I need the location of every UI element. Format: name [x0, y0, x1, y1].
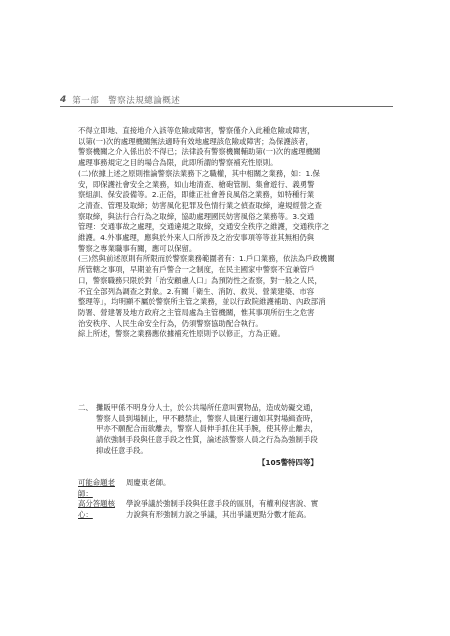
text-line: 不得立即地、直接地介入該等危險或障害，警察僅介入此種危險或障害， — [78, 126, 315, 135]
question-source: 【105警特四等】 — [257, 457, 318, 467]
note-text: 周慶東老師。 — [126, 478, 171, 487]
intro-paragraph — [78, 126, 378, 169]
text-line: 力說與有形強制力說之爭議，其出爭議更點分數才能高。 — [126, 510, 311, 520]
question-two — [78, 403, 378, 468]
header-rule — [60, 106, 393, 107]
text-line: (三)然與前述原則有所限而於警察業務範圍者有：1.戶口業務，依法為戶政機關 — [78, 254, 335, 264]
header-title: 第一部 警察法規總論概述 — [72, 96, 181, 106]
text-line: 安，即保護社會安全之業務，如山地清查、槍砲管制、集會遊行、義勇警 — [78, 179, 315, 189]
text-line: 管理：交通事故之處理，交通違規之取締，交通安全秩序之維護，交通秩序之 — [78, 222, 330, 232]
text-line: 警察人員到場制止，甲不聽禁止，警察人員運行適如其對場緝查時， — [96, 413, 318, 423]
running-header — [60, 94, 180, 106]
paragraph-3 — [78, 254, 378, 329]
question-number: 二、 — [78, 403, 93, 412]
text-line: 防署、營建署及地方政府之主管局處為主管機關，惟其事項所衍生之危害 — [78, 307, 315, 317]
text-line: 整理等」，均明顯不屬於警察所主管之業務，並以行政院維護補助、內政部消 — [78, 297, 326, 307]
note-label: 高分答題核心： — [78, 499, 115, 520]
text-line: 甲亦不願配合而欲離去，警察人員伸手抓住其手腕，使其停止離去， — [96, 424, 318, 434]
text-line: 口，警察職務只限於對「治安顧慮人口」為預防性之查察，對一般之人民， — [78, 275, 322, 285]
text-line: 不宜全部列為調查之對象。2.有關「衛生、消防、救災、營業建築、市容 — [78, 286, 315, 296]
text-line: 攤販甲係不明身分人士，於公共場所任意叫賣物品，造成妨礙交通， — [96, 403, 318, 412]
text-line: 請依強制手段與任意手段之性質，論述該警察人員之行為為強制手段 — [96, 435, 318, 445]
text-line: 治安秩序、人民生命安全行為，仍須警察協助配合執行。 — [78, 318, 263, 328]
text-line: 察取締，與法行合行為之取締，協助處理國民妨害風俗之業務等。3.交通 — [78, 211, 315, 221]
text-line: 學說爭議於強制手段與任意手段的區別，有權利侵害說、實 — [126, 499, 319, 509]
text-line: 抑或任意手段。 — [96, 445, 148, 455]
text-line: 所管轄之事項，早期並有戶警合一之制度，在民主國家中警察不宜兼管戶 — [78, 265, 315, 275]
text-line: 之清查、管理及取締；妨害風化犯罪及色情行業之偵查取締，違規經營之查 — [78, 200, 322, 210]
note-row-core — [78, 499, 378, 520]
text-line: 維護。4.外事處理，應與於外來人口所涉及之治安事項等等並其無相仍與 — [78, 233, 315, 243]
text-line: 警察機關之介入係出於不得已；法律設有警察機關輔助第(一)次的處理機關 — [78, 147, 321, 157]
paragraph-2 — [78, 169, 378, 255]
question-text — [96, 403, 318, 468]
text-line: 處理事務規定之目的場合為限，此即所謂的警察補充性原則。 — [78, 158, 278, 168]
note-label: 可能命題老師： — [78, 478, 115, 498]
text-line: 以第(一)次的處理機關無法適時有效地處理該危險或障害；為保護該者， — [78, 136, 313, 146]
text-line: 察組訓、保安設備等。2.正俗，即維正社會善良風俗之業務，如特種行業 — [78, 190, 315, 200]
conclusion-line: 綜上所述，警察之業務應依據補充性原則予以修正，方為正確。 — [78, 329, 285, 339]
note-row-teacher — [78, 478, 378, 499]
body-text — [78, 126, 378, 340]
page-number: 4 — [60, 95, 67, 105]
text-line: (二)依據上述之原則推論警察法業務下之職權，其中相關之業務，如：1.保 — [78, 168, 320, 178]
notes-block — [78, 478, 378, 521]
text-line: 警察之專業職事有關，應可以保留。 — [78, 243, 197, 253]
note-text — [126, 499, 318, 520]
